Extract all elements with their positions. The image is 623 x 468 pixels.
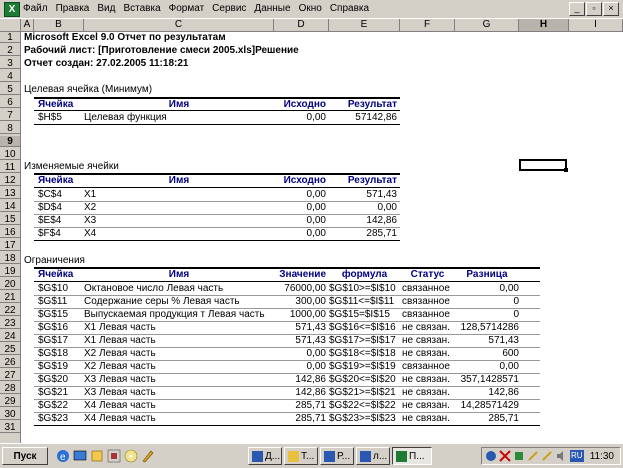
- row-header[interactable]: 24: [0, 331, 20, 342]
- constraint-status: не связан.: [402, 322, 450, 333]
- row-header[interactable]: 23: [0, 318, 20, 329]
- row-header[interactable]: 2: [0, 45, 20, 56]
- row-header[interactable]: 1: [0, 32, 20, 43]
- menu-view[interactable]: Вид: [97, 3, 116, 14]
- constraint-status: не связан.: [402, 335, 450, 346]
- system-tray: [481, 447, 621, 465]
- menu-format[interactable]: Формат: [168, 3, 205, 14]
- changing-result: 142,86: [366, 215, 397, 226]
- col-header-a[interactable]: A: [21, 19, 34, 31]
- taskbar-button-doc[interactable]: [248, 447, 282, 465]
- divider: [34, 240, 400, 241]
- outlook-icon[interactable]: [90, 449, 104, 463]
- changing-name: X1: [84, 189, 97, 200]
- constraint-value: 76000,00: [284, 283, 326, 294]
- col-header-f[interactable]: F: [400, 19, 455, 31]
- changing-cell: $C$4: [38, 189, 62, 200]
- target-cell: $H$5: [38, 112, 62, 123]
- constraint-name: X3 Левая часть: [84, 374, 156, 385]
- row-header[interactable]: 28: [0, 383, 20, 394]
- row-header[interactable]: 16: [0, 227, 20, 238]
- changing-header-name: Имя: [168, 175, 190, 186]
- constraint-formula: $G$17>=$I$17: [329, 335, 396, 346]
- constraint-formula: $G$21>=$I$21: [329, 387, 396, 398]
- constraint-slack: 142,86: [488, 387, 519, 398]
- constraint-formula: $G$18<=$I$18: [329, 348, 396, 359]
- row-header[interactable]: 19: [0, 266, 20, 277]
- cd-icon[interactable]: [124, 449, 138, 463]
- row-header[interactable]: 15: [0, 214, 20, 225]
- constraint-name: Содержание серы % Левая часть: [84, 296, 240, 307]
- constraint-name: Выпускаемая продукция т Левая часть: [84, 309, 265, 320]
- row-header[interactable]: 18: [0, 253, 20, 264]
- menu: [22, 3, 370, 14]
- constraint-formula: $G$19>=$I$19: [329, 361, 396, 372]
- active-cell-h9[interactable]: [519, 159, 567, 171]
- constraint-value: 285,71: [295, 400, 326, 411]
- changing-result: 571,43: [366, 189, 397, 200]
- select-all-corner[interactable]: [0, 19, 21, 31]
- changing-cell: $E$4: [38, 215, 62, 226]
- target-result: 57142,86: [355, 112, 397, 123]
- constraint-slack: 0: [513, 309, 519, 320]
- divider: [34, 110, 400, 111]
- target-header-name: Имя: [168, 99, 190, 110]
- col-header-g[interactable]: G: [455, 19, 519, 31]
- row-headers: [0, 32, 21, 443]
- row-header[interactable]: 20: [0, 279, 20, 290]
- constraint-status: связанное: [402, 309, 450, 320]
- constraint-value: 571,43: [295, 335, 326, 346]
- antivirus-icon[interactable]: [499, 450, 511, 462]
- constraint-cell: $G$23: [38, 413, 69, 424]
- target-header-cell: Ячейка: [38, 99, 74, 110]
- row-header[interactable]: 13: [0, 188, 20, 199]
- changing-initial: 0,00: [306, 215, 326, 226]
- constraint-slack: 128,5714286: [460, 322, 519, 333]
- constraint-cell: $G$16: [38, 322, 69, 333]
- constraint-cell: $G$20: [38, 374, 69, 385]
- constraint-slack: 0: [513, 296, 519, 307]
- row-header[interactable]: 7: [0, 110, 20, 121]
- constraint-value: 142,86: [295, 387, 326, 398]
- constraint-value: 0,00: [306, 361, 326, 372]
- taskbar-button-label: Р...: [337, 451, 351, 462]
- network-icon[interactable]: [513, 450, 525, 462]
- row-header[interactable]: 3: [0, 58, 20, 69]
- constraint-name: X1 Левая часть: [84, 335, 156, 346]
- taskbar-button-word[interactable]: [320, 447, 354, 465]
- row-header[interactable]: 9: [0, 136, 20, 147]
- cell-area[interactable]: [21, 32, 623, 443]
- constraint-status: не связан.: [402, 413, 450, 424]
- changing-result: 285,71: [366, 228, 397, 239]
- desktop-icon[interactable]: [73, 449, 87, 463]
- constraints-header-cell: Ячейка: [38, 269, 74, 280]
- col-header-e[interactable]: E: [329, 19, 400, 31]
- constraint-value: 300,00: [295, 296, 326, 307]
- constraint-cell: $G$11: [38, 296, 68, 307]
- svg-text:e: e: [60, 452, 66, 463]
- constraint-slack: 0,00: [499, 361, 519, 372]
- constraint-slack: 0,00: [499, 283, 519, 294]
- clock[interactable]: 11:30: [589, 451, 614, 462]
- row-header[interactable]: 22: [0, 305, 20, 316]
- menu-insert[interactable]: Вставка: [123, 3, 161, 14]
- constraint-value: 0,00: [306, 348, 326, 359]
- changing-header-cell: Ячейка: [38, 175, 74, 186]
- constraint-status: не связан.: [402, 374, 450, 385]
- constraint-cell: $G$21: [38, 387, 69, 398]
- changing-section-title: Изменяемые ячейки: [24, 161, 119, 172]
- constraints-header-status: Статус: [410, 269, 445, 280]
- worksheet: [0, 19, 623, 443]
- changing-initial: 0,00: [306, 228, 326, 239]
- taskbar-button-label: Д...: [265, 451, 281, 462]
- constraints-header-name: Имя: [168, 269, 190, 280]
- row-header[interactable]: 8: [0, 123, 20, 134]
- divider: [34, 425, 540, 426]
- col-header-h[interactable]: H: [519, 19, 569, 31]
- report-title: Microsoft Excel 9.0 Отчет по результатам: [24, 32, 226, 43]
- row-header[interactable]: 31: [0, 422, 20, 433]
- col-header-d[interactable]: D: [274, 19, 329, 31]
- changing-cell: $D$4: [38, 202, 62, 213]
- excel-app-icon[interactable]: X: [4, 2, 20, 17]
- constraint-value: 1000,00: [289, 309, 326, 320]
- row-header[interactable]: 5: [0, 84, 20, 95]
- constraint-slack: 600: [502, 348, 519, 359]
- window-buttons: [569, 2, 619, 16]
- changing-header-initial: Исходно: [283, 175, 326, 186]
- constraint-name: Октановое число Левая часть: [84, 283, 224, 294]
- target-section-title: Целевая ячейка (Минимум): [24, 84, 153, 95]
- constraint-name: X2 Левая часть: [84, 361, 156, 372]
- constraint-value: 285,71: [295, 413, 326, 424]
- row-header[interactable]: 4: [0, 71, 20, 82]
- changing-initial: 0,00: [306, 189, 326, 200]
- constraint-value: 142,86: [295, 374, 326, 385]
- column-headers: [0, 19, 623, 32]
- menu-tools[interactable]: Сервис: [212, 3, 247, 14]
- constraint-cell: $G$18: [38, 348, 69, 359]
- constraint-status: связанное: [402, 283, 450, 294]
- close-button[interactable]: ×: [603, 2, 619, 16]
- constraint-cell: $G$15: [38, 309, 69, 320]
- constraint-value: 571,43: [295, 322, 326, 333]
- restore-button[interactable]: ▫: [586, 2, 602, 16]
- changing-name: X3: [84, 215, 97, 226]
- pen-icon[interactable]: [141, 449, 155, 463]
- row-header[interactable]: 17: [0, 240, 20, 251]
- constraint-cell: $G$17: [38, 335, 69, 346]
- taskbar-button-label: Т...: [301, 451, 315, 462]
- constraint-slack: 357,1428571: [460, 374, 519, 385]
- constraint-formula: $G$10>=$I$10: [329, 283, 396, 294]
- constraint-slack: 14,28571429: [460, 400, 519, 411]
- constraint-name: X1 Левая часть: [84, 322, 156, 333]
- constraint-status: связанное: [402, 361, 450, 372]
- changing-initial: 0,00: [306, 202, 326, 213]
- report-created: Отчет создан: 27.02.2005 11:18:21: [24, 58, 189, 69]
- ie-icon[interactable]: [56, 449, 70, 463]
- constraint-formula: $G$15=$I$15: [329, 309, 390, 320]
- language-indicator[interactable]: RU: [571, 451, 583, 460]
- row-header[interactable]: 11: [0, 162, 20, 173]
- minimize-button[interactable]: _: [569, 2, 585, 16]
- tools-icon[interactable]: [527, 450, 539, 462]
- constraint-status: связанное: [402, 296, 450, 307]
- row-header[interactable]: 10: [0, 149, 20, 160]
- menu-edit[interactable]: Правка: [55, 3, 90, 14]
- help-icon[interactable]: [485, 450, 497, 462]
- constraint-status: не связан.: [402, 400, 450, 411]
- constraint-formula: $G$20<=$I$20: [329, 374, 396, 385]
- row-header[interactable]: 30: [0, 409, 20, 420]
- changing-header-result: Результат: [347, 175, 397, 186]
- constraints-header-value: Значение: [279, 269, 326, 280]
- constraints-header-formula: формула: [341, 269, 388, 280]
- start-button[interactable]: Пуск: [2, 447, 48, 465]
- col-header-c[interactable]: C: [84, 19, 274, 31]
- changing-name: X2: [84, 202, 97, 213]
- menu-data[interactable]: Данные: [254, 3, 291, 14]
- row-header[interactable]: 14: [0, 201, 20, 212]
- speaker-icon[interactable]: [555, 450, 567, 462]
- menu-file[interactable]: Файл: [23, 3, 48, 14]
- constraints-section-title: Ограничения: [24, 255, 85, 266]
- row-header[interactable]: 25: [0, 344, 20, 355]
- divider: [34, 187, 400, 188]
- constraint-cell: $G$10: [38, 283, 69, 294]
- row-header[interactable]: 6: [0, 97, 20, 108]
- constraint-formula: $G$11<=$I$11: [329, 296, 395, 307]
- constraint-status: не связан.: [402, 387, 450, 398]
- changing-name: X4: [84, 228, 97, 239]
- constraint-name: X4 Левая часть: [84, 400, 156, 411]
- tools-icon[interactable]: [541, 450, 553, 462]
- report-worksheet: Рабочий лист: [Приготовление смеси 2005.xls]Решение: [24, 45, 299, 56]
- divider: [34, 281, 540, 282]
- constraint-cell: $G$22: [38, 400, 69, 411]
- constraint-formula: $G$16<=$I$16: [329, 322, 396, 333]
- row-header[interactable]: 21: [0, 292, 20, 303]
- constraint-slack: 571,43: [488, 335, 519, 346]
- constraint-formula: $G$22<=$I$22: [329, 400, 396, 411]
- row-header[interactable]: 27: [0, 370, 20, 381]
- constraint-cell: $G$19: [38, 361, 69, 372]
- constraint-slack: 285,71: [488, 413, 519, 424]
- target-header-result: Результат: [347, 99, 397, 110]
- taskbar: [0, 443, 623, 468]
- menu-window[interactable]: Окно: [298, 3, 322, 14]
- taskbar-button-t[interactable]: [284, 447, 318, 465]
- menu-help[interactable]: Справка: [329, 3, 370, 14]
- constraint-formula: $G$23>=$I$23: [329, 413, 396, 424]
- divider: [34, 124, 400, 125]
- media-icon[interactable]: [107, 449, 121, 463]
- constraints-header-slack: Разница: [466, 269, 508, 280]
- target-name: Целевая функция: [84, 112, 167, 123]
- constraint-name: X2 Левая часть: [84, 348, 156, 359]
- col-header-b[interactable]: B: [34, 19, 84, 31]
- changing-cell: $F$4: [38, 228, 61, 239]
- row-header[interactable]: 12: [0, 175, 20, 186]
- constraint-name: X4 Левая часть: [84, 413, 156, 424]
- col-header-i[interactable]: I: [569, 19, 623, 31]
- row-header[interactable]: 29: [0, 396, 20, 407]
- menu-bar: [0, 0, 623, 19]
- constraint-name: X3 Левая часть: [84, 387, 156, 398]
- taskbar-button-excel[interactable]: [392, 447, 432, 465]
- target-header-initial: Исходно: [283, 99, 326, 110]
- row-header[interactable]: 26: [0, 357, 20, 368]
- constraint-status: не связан.: [402, 348, 450, 359]
- taskbar-button-label: л...: [373, 451, 388, 462]
- target-initial: 0,00: [306, 112, 326, 123]
- taskbar-button-label: П...: [409, 451, 425, 462]
- changing-result: 0,00: [377, 202, 397, 213]
- taskbar-button-word-2[interactable]: [356, 447, 390, 465]
